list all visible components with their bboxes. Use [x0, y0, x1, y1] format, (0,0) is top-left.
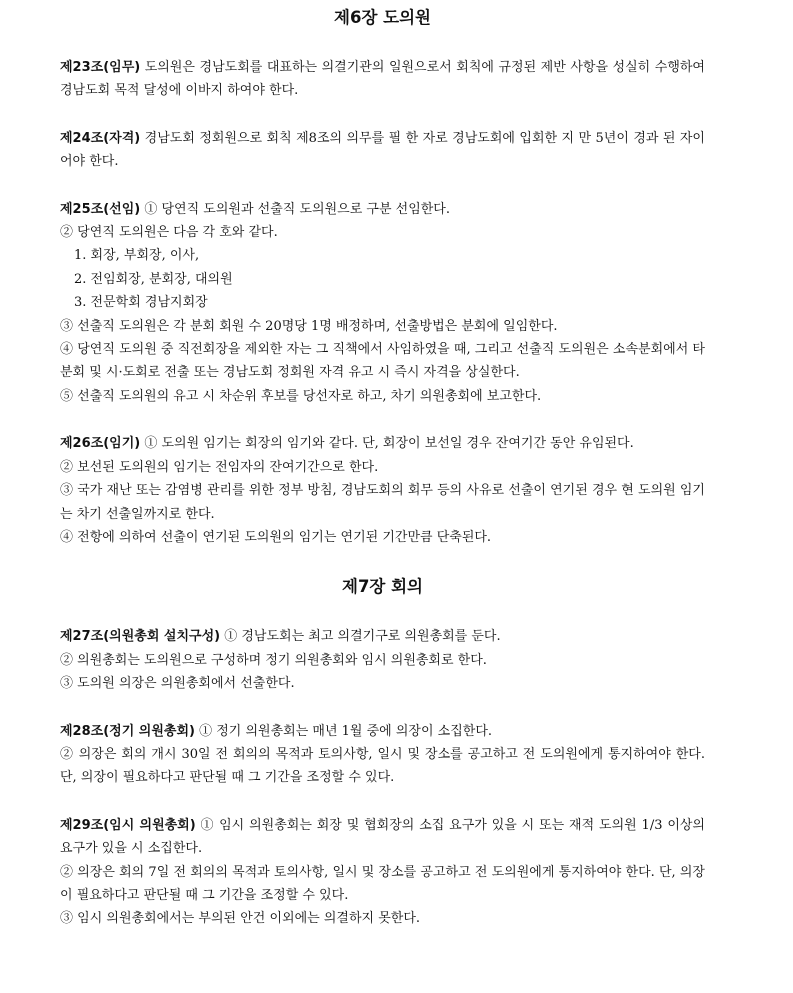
article-25-item-1: 1. 회장, 부회장, 이사,: [74, 248, 200, 264]
article-28: [60, 720, 705, 790]
article-27: [60, 625, 705, 695]
article-28-heading: 제28조(정기 의원총회): [60, 723, 195, 739]
article-25-para-4: ④ 당연직 도의원 중 직전회장을 제외한 자는 그 직책에서 사임하였을 때, 그리고 선출직 도의원은 소속분회에서 타 분회 및 시·도회로 전출 또는 경남도회 정회원 자격 유고 시 즉시 자격을 상실한다.: [60, 342, 705, 381]
article-29-heading: 제29조(임시 의원총회): [60, 817, 196, 833]
article-28-para-2: ② 의장은 회의 개시 30일 전 회의의 목적과 토의사항, 일시 및 장소를 공고하고 전 도의원에게 통지하여야 한다. 단, 의장이 필요하다고 판단될 때 그 기간을 조정할 수 있다.: [60, 746, 705, 786]
article-23-text: 도의원은 경남도회를 대표하는 의결기관의 일원으로서 회칙에 규정된 제반 사항을 성실히 수행하여 경남도회 목적 달성에 이바지 하여야 한다.: [60, 60, 705, 99]
article-25: [60, 198, 705, 409]
chapter-6-title: 제6장 도의원: [334, 8, 431, 27]
article-26-para-2: ② 보선된 도의원의 임기는 전임자의 잔여기간으로 한다.: [60, 459, 379, 475]
article-25-heading: 제25조(선임): [60, 201, 141, 217]
article-23: [60, 56, 705, 103]
article-27-heading: 제27조(의원총회 설치구성): [60, 629, 221, 645]
article-26-para-3: ③ 국가 재난 또는 감염병 관리를 위한 정부 방침, 경남도회의 회무 등의 사유로 선출이 연기된 경우 현 도의원 임기는 차기 선출일까지로 한다.: [60, 483, 705, 522]
article-24: [60, 127, 705, 174]
article-24-text: 경남도회 정회원으로 회칙 제8조의 의무를 필 한 자로 경남도회에 입회한 지 만 5년이 경과 된 자이어야 한다.: [60, 130, 705, 170]
article-27-para-1: ① 경남도회는 최고 의결기구로 의원총회를 둔다.: [220, 629, 501, 645]
article-25-item-3: 3. 전문학회 경남지회장: [74, 295, 208, 311]
article-25-para-1: ① 당연직 도의원과 선출직 도의원으로 구분 선임한다.: [140, 201, 450, 217]
document-page: [60, 0, 705, 931]
article-26: [60, 432, 705, 549]
article-29-para-2: ② 의장은 회의 7일 전 회의의 목적과 토의사항, 일시 및 장소를 공고하고 전 도의원에게 통지하여야 한다. 단, 의장이 필요하다고 판단될 때 그 기간을 조정할 수 있다.: [60, 864, 705, 903]
article-29-para-3: ③ 임시 의원총회에서는 부의된 안건 이외에는 의결하지 못한다.: [60, 911, 421, 927]
chapter-7-title: 제7장 회의: [342, 577, 423, 597]
article-25-item-2: 2. 전임회장, 분회장, 대의원: [74, 271, 233, 287]
article-26-para-4: ④ 전항에 의하여 선출이 연기된 도의원의 임기는 연기된 기간만큼 단축된다.: [60, 529, 492, 545]
article-26-para-1: ① 도의원 임기는 회장의 임기와 같다. 단, 회장이 보선일 경우 잔여기간 동안 유임된다.: [140, 436, 634, 452]
article-25-para-2: ② 당연직 도의원은 다음 각 호와 같다.: [60, 225, 278, 241]
article-23-heading: 제23조(임무): [60, 60, 141, 75]
article-26-heading: 제26조(임기): [60, 436, 141, 452]
article-25-para-3: ③ 선출직 도의원은 각 분회 회원 수 20명당 1명 배정하며, 선출방법은 분회에 일임한다.: [60, 318, 558, 334]
article-29: [60, 814, 705, 931]
article-24-heading: 제24조(자격): [60, 130, 141, 146]
article-29-para-1: ① 임시 의원총회는 회장 및 협회장의 소집 요구가 있을 시 또는 재적 도의원 1/3 이상의 요구가 있을 시 소집한다.: [60, 817, 705, 857]
article-28-para-1: ① 정기 의원총회는 매년 1월 중에 의장이 소집한다.: [194, 723, 493, 739]
article-27-para-3: ③ 도의원 의장은 의원총회에서 선출한다.: [60, 676, 295, 692]
article-25-para-5: ⑤ 선출직 도의원의 유고 시 차순위 후보를 당선자로 하고, 차기 의원총회에 보고한다.: [60, 388, 542, 404]
article-27-para-2: ② 의원총회는 도의원으로 구성하며 정기 의원총회와 임시 의원총회로 한다.: [60, 652, 487, 668]
